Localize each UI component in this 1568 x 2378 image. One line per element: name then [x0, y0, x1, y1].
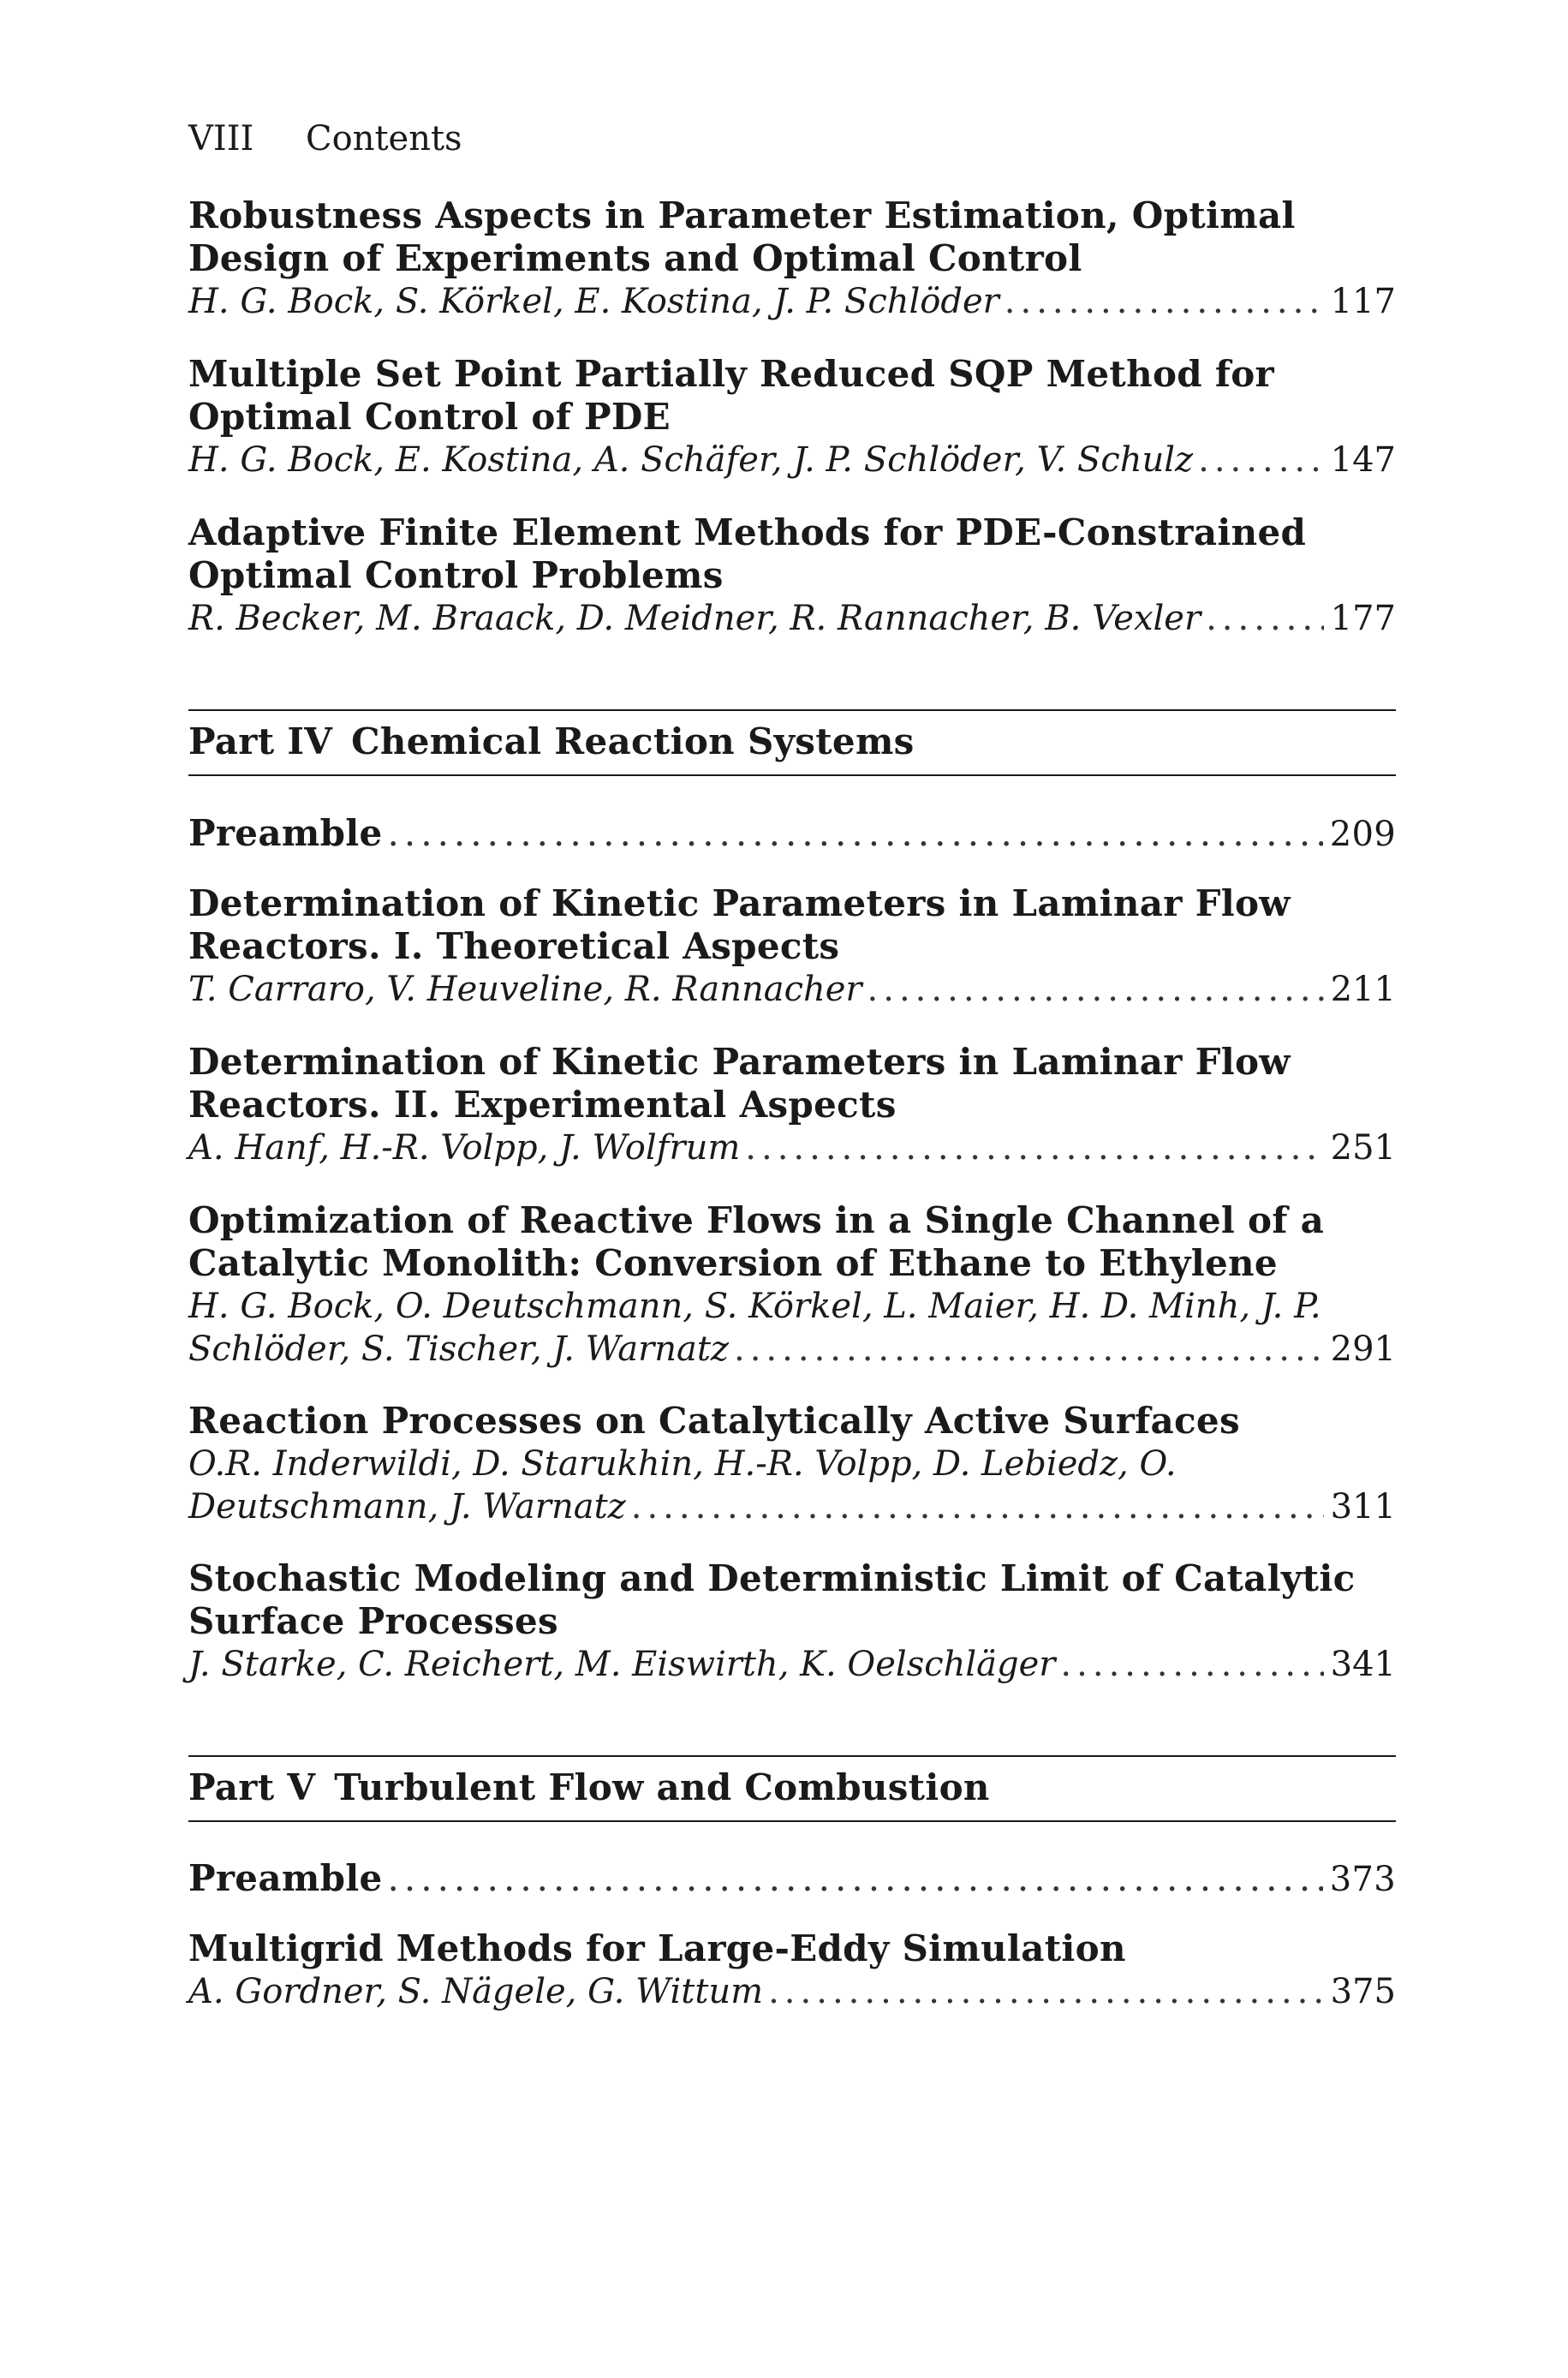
entry-authors-line — [188, 280, 1396, 323]
leader-dots — [734, 1328, 1324, 1371]
running-head — [188, 118, 462, 159]
preamble-line — [188, 812, 1396, 855]
toc-entry[interactable] — [188, 353, 1396, 481]
entry-page-number: 147 — [1330, 440, 1396, 480]
toc-entry[interactable] — [188, 1400, 1396, 1528]
entry-page-number: 211 — [1330, 970, 1396, 1009]
entry-page-number: 209 — [1329, 815, 1396, 854]
entry-authors-line — [188, 1643, 1396, 1686]
toc-entry[interactable] — [188, 194, 1396, 323]
entry-authors-line — [188, 1970, 1396, 2013]
toc-entry[interactable] — [188, 882, 1396, 1011]
leader-dots — [1198, 439, 1324, 481]
part-title — [188, 720, 915, 764]
entry-authors-line — [188, 1328, 1396, 1371]
toc-entry[interactable] — [188, 1199, 1396, 1371]
entry-authors-line — [188, 439, 1396, 481]
entry-page-number: 341 — [1330, 1645, 1396, 1684]
entry-page-number: 375 — [1330, 1972, 1396, 2011]
leader-dots — [388, 1857, 1323, 1900]
entry-page-number: 177 — [1330, 599, 1396, 638]
entry-authors-line: H. G. Bock, O. Deutschmann, S. Körkel, L. Maier, H. D. Minh, J. P. — [188, 1287, 1321, 1326]
entry-title-line: Reactors. II. Experimental Aspects — [188, 1084, 897, 1126]
entry-title-line: Optimal Control Problems — [188, 554, 724, 596]
entry-title-line: Surface Processes — [188, 1600, 558, 1642]
entry-title-line: Optimization of Reactive Flows in a Single Channel of a — [188, 1199, 1325, 1241]
entry-title-line: Multiple Set Point Partially Reduced SQP Method for — [188, 353, 1274, 395]
part-title — [188, 1766, 990, 1810]
part-number: Part IV — [188, 720, 333, 762]
entry-page-number: 251 — [1330, 1128, 1396, 1168]
leader-dots — [745, 1126, 1323, 1169]
part-name: Chemical Reaction Systems — [351, 720, 915, 762]
preamble-title: Preamble — [188, 1857, 383, 1899]
leader-dots — [388, 812, 1323, 855]
preamble-title: Preamble — [188, 812, 383, 854]
entry-title-line: Robustness Aspects in Parameter Estimation, Optimal — [188, 194, 1296, 236]
leader-dots — [768, 1970, 1324, 2013]
entry-page-number: 117 — [1330, 282, 1396, 321]
entry-title-line: Stochastic Modeling and Deterministic Limit of Catalytic — [188, 1557, 1356, 1599]
entry-title-line: Design of Experiments and Optimal Control — [188, 237, 1082, 279]
entry-authors: H. G. Bock, S. Körkel, E. Kostina, J. P. Schlöder — [188, 282, 999, 321]
leader-dots — [1060, 1643, 1323, 1686]
entry-authors: R. Becker, M. Braack, D. Meidner, R. Rannacher, B. Vexler — [188, 599, 1201, 638]
leader-dots — [867, 968, 1324, 1011]
part-number: Part V — [188, 1766, 316, 1808]
entry-authors-line — [188, 597, 1396, 640]
leader-dots — [631, 1485, 1324, 1528]
entry-title-line: Reaction Processes on Catalytically Active Surfaces — [188, 1400, 1240, 1442]
entry-authors: Deutschmann, J. Warnatz — [188, 1487, 626, 1527]
entry-title-line: Adaptive Finite Element Methods for PDE-Constrained — [188, 511, 1307, 553]
entry-authors: T. Carraro, V. Heuveline, R. Rannacher — [188, 970, 862, 1009]
entry-title-line: Catalytic Monolith: Conversion of Ethane to Ethylene — [188, 1242, 1278, 1284]
preamble-line — [188, 1857, 1396, 1900]
page-number: VIII — [188, 119, 254, 158]
entry-authors-line: O.R. Inderwildi, D. Starukhin, H.-R. Volpp, D. Lebiedz, O. — [188, 1444, 1177, 1484]
entry-page-number: 291 — [1330, 1329, 1396, 1369]
part-heading — [188, 709, 1396, 776]
toc-entry-preamble[interactable] — [188, 812, 1396, 855]
entry-title-line: Optimal Control of PDE — [188, 396, 671, 438]
entry-title-line: Determination of Kinetic Parameters in Laminar Flow — [188, 882, 1291, 924]
entry-authors: H. G. Bock, E. Kostina, A. Schäfer, J. P. Schlöder, V. Schulz — [188, 440, 1194, 480]
toc-entry[interactable] — [188, 511, 1396, 640]
part-name: Turbulent Flow and Combustion — [334, 1766, 990, 1808]
entry-page-number: 373 — [1329, 1860, 1396, 1899]
entry-authors: Schlöder, S. Tischer, J. Warnatz — [188, 1329, 729, 1369]
toc-entry[interactable] — [188, 1927, 1396, 2013]
running-head-label: Contents — [306, 119, 462, 158]
entry-title-line: Multigrid Methods for Large-Eddy Simulation — [188, 1927, 1126, 1969]
entry-authors: A. Gordner, S. Nägele, G. Wittum — [188, 1972, 764, 2011]
entry-page-number: 311 — [1330, 1487, 1396, 1527]
toc-entry[interactable] — [188, 1557, 1396, 1686]
leader-dots — [1005, 280, 1324, 323]
part-heading — [188, 1755, 1396, 1822]
entry-title-line: Reactors. I. Theoretical Aspects — [188, 925, 840, 967]
entry-authors-line — [188, 1126, 1396, 1169]
toc-entry[interactable] — [188, 1041, 1396, 1169]
toc-entry-preamble[interactable] — [188, 1857, 1396, 1900]
entry-authors: A. Hanf, H.-R. Volpp, J. Wolfrum — [188, 1128, 741, 1168]
entry-title-line: Determination of Kinetic Parameters in Laminar Flow — [188, 1041, 1291, 1083]
leader-dots — [1206, 597, 1324, 640]
entry-authors: J. Starke, C. Reichert, M. Eiswirth, K. Oelschläger — [188, 1645, 1056, 1684]
entry-authors-line — [188, 1485, 1396, 1528]
entry-authors-line — [188, 968, 1396, 1011]
